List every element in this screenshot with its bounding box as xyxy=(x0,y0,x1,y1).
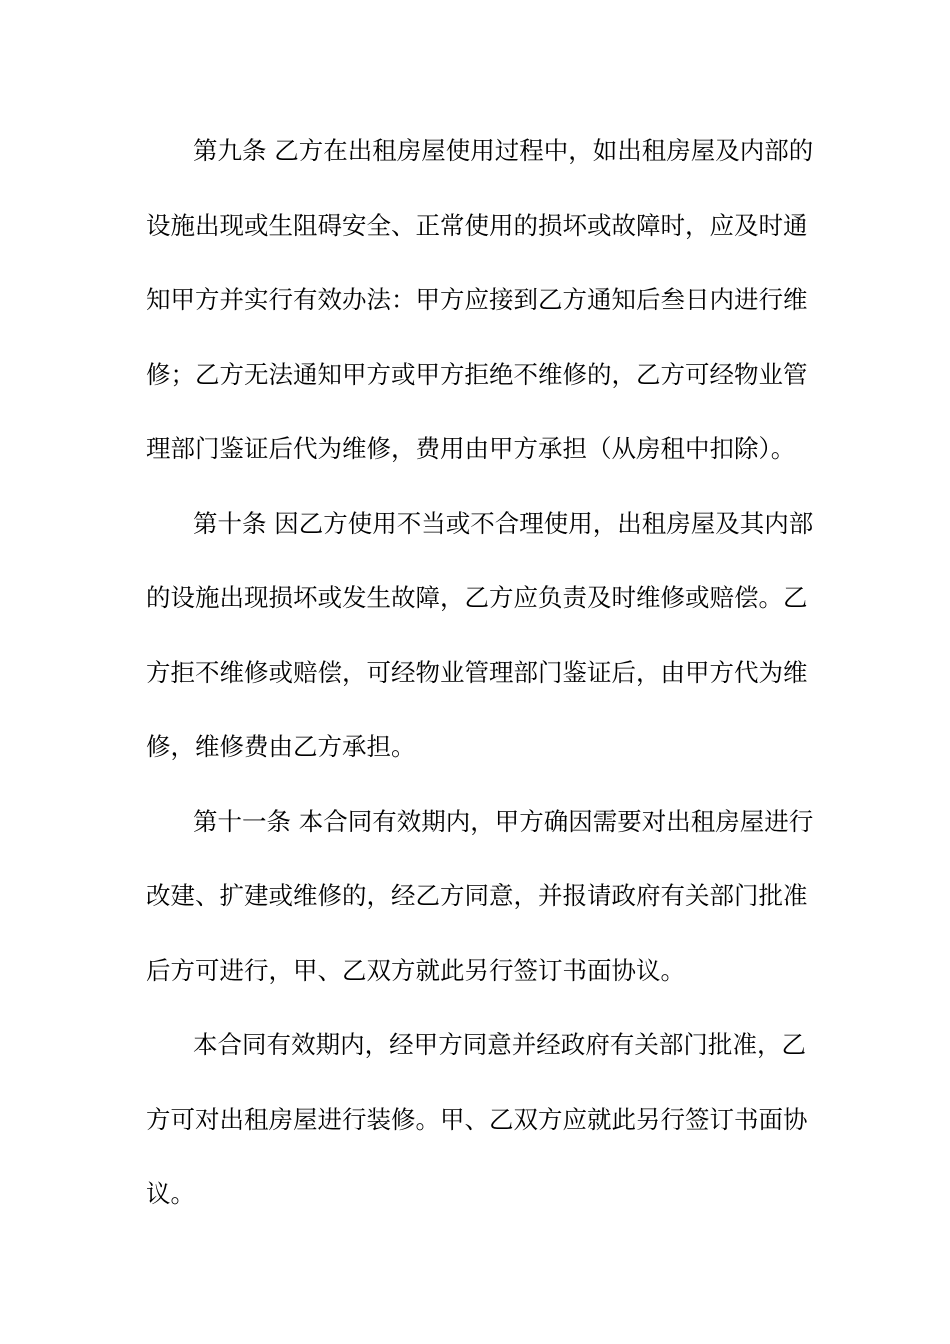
paragraph-line: 修；乙方无法通知甲方或甲方拒绝不维修的，乙方可经物业管 xyxy=(146,359,808,389)
paragraph-line: 第十一条 本合同有效期内，甲方确因需要对出租房屋进行 xyxy=(193,806,814,836)
paragraph-line: 方可对出租房屋进行装修。甲、乙双方应就此另行签订书面协 xyxy=(146,1104,808,1134)
document-body xyxy=(146,114,814,1232)
paragraph-article-9 xyxy=(146,114,814,487)
paragraph-line: 理部门鉴证后代为维修，费用由甲方承担（从房租中扣除）。 xyxy=(146,434,796,463)
paragraph-line: 议。 xyxy=(146,1179,195,1208)
paragraph-line: 第十条 因乙方使用不当或不合理使用，出租房屋及其内部 xyxy=(193,508,814,538)
paragraph-line: 本合同有效期内，经甲方同意并经政府有关部门批准，乙 xyxy=(193,1030,806,1059)
paragraph-decoration-clause xyxy=(146,1008,806,1232)
paragraph-article-11 xyxy=(146,785,814,1009)
paragraph-line: 修，维修费由乙方承担。 xyxy=(146,732,416,761)
paragraph-line: 方拒不维修或赔偿，可经物业管理部门鉴证后，由甲方代为维 xyxy=(146,657,808,687)
paragraph-line: 改建、扩建或维修的，经乙方同意，并报请政府有关部门批准 xyxy=(146,881,808,910)
paragraph-line: 知甲方并实行有效办法：甲方应接到乙方通知后叁日内进行维 xyxy=(146,285,808,314)
paragraph-line: 的设施出现损坏或发生故障，乙方应负责及时维修或赔偿。乙 xyxy=(146,583,808,612)
paragraph-line: 后方可进行，甲、乙双方就此另行签订书面协议。 xyxy=(146,955,685,985)
paragraph-line: 第九条 乙方在出租房屋使用过程中，如出租房屋及内部的 xyxy=(193,136,814,165)
paragraph-article-10 xyxy=(146,487,814,785)
paragraph-line: 设施出现或生阻碍安全、正常使用的损坏或故障时，应及时通 xyxy=(146,210,808,240)
